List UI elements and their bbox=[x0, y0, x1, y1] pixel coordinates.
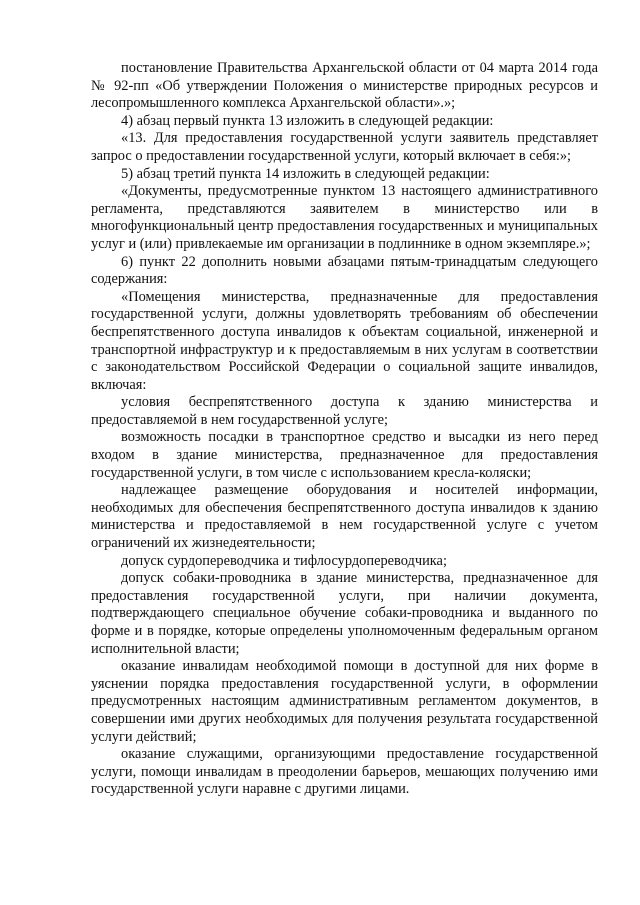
paragraph-equipment-placement: надлежащее размещение оборудования и носителей информации, необходимых для обеспечения беспрепятственного доступа инвалидов к зданию министерства и предоставляемой в нем государственной услуге с учетом ограничений их жизнедеятельности; bbox=[91, 482, 598, 552]
paragraph-sign-interpreter: допуск сурдопереводчика и тифлосурдопереводчика; bbox=[121, 552, 447, 569]
paragraph-guide-dog: допуск собаки-проводника в здание министерства, предназначенное для предоставления государственной услуги, при наличии документа, подтверждающего специальное обучение собаки-проводника и выданного по форме и в порядке, которые определены уполномоченным федеральным органом исполнительной власти; bbox=[91, 570, 598, 657]
paragraph-transport-boarding: возможность посадки в транспортное средство и высадки из него перед входом в здание министерства, предназначенное для предоставления государственной услуги, в том числе с использованием кресла-коляски; bbox=[91, 429, 598, 481]
paragraph-premises: «Помещения министерства, предназначенные для предоставления государственной услуги, должны удовлетворять требованиям об обеспечении беспрепятственного доступа инвалидов к объектам социальной, инженерной и транспортной инфраструктур и к предоставляемым в них услугам в соответствии с законодательством Российской Федерации о социальной защите инвалидов, включая: bbox=[91, 288, 598, 393]
paragraph-item-5: 5) абзац третий пункта 14 изложить в следующей редакции: bbox=[121, 165, 490, 182]
paragraph-point-13: «13. Для предоставления государственной услуги заявитель представляет запрос о предоставлении государственной услуги, который включает в себя:»; bbox=[91, 130, 598, 164]
paragraph-item-6: 6) пункт 22 дополнить новыми абзацами пятым-тринадцатым следующего содержания: bbox=[91, 253, 598, 288]
paragraph-decree-reference: постановление Правительства Архангельской области от 04 марта 2014 года № 92-пп «Об утверждении Положения о министерстве природных ресурсов и лесопромышленного комплекса Архангельской области».»; bbox=[91, 60, 598, 112]
paragraph-assistance: оказание инвалидам необходимой помощи в доступной для них форме в уяснении порядка предоставления государственной услуги, в оформлении предусмотренных настоящим административным регламентом документов, в совершении ими других необходимых для получения результата государственной услуги действий; bbox=[91, 658, 598, 745]
paragraph-staff-help: оказание служащими, организующими предоставление государственной услуги, помощи инвалидам в преодолении барьеров, мешающих получению ими государственной услуги наравне с другими лицами. bbox=[91, 746, 598, 798]
paragraph-documents: «Документы, предусмотренные пунктом 13 настоящего административного регламента, представляются заявителем в министерство или в многофункциональный центр предоставления государственных и муниципальных услуг и (или) привлекаемые им организации в подлиннике в одном экземпляре.»; bbox=[91, 183, 598, 252]
document-page bbox=[91, 60, 598, 799]
paragraph-item-4: 4) абзац первый пункта 13 изложить в следующей редакции: bbox=[121, 112, 494, 129]
paragraph-access-conditions: условия беспрепятственного доступа к зданию министерства и предоставляемой в нем государственной услуге; bbox=[91, 394, 598, 428]
